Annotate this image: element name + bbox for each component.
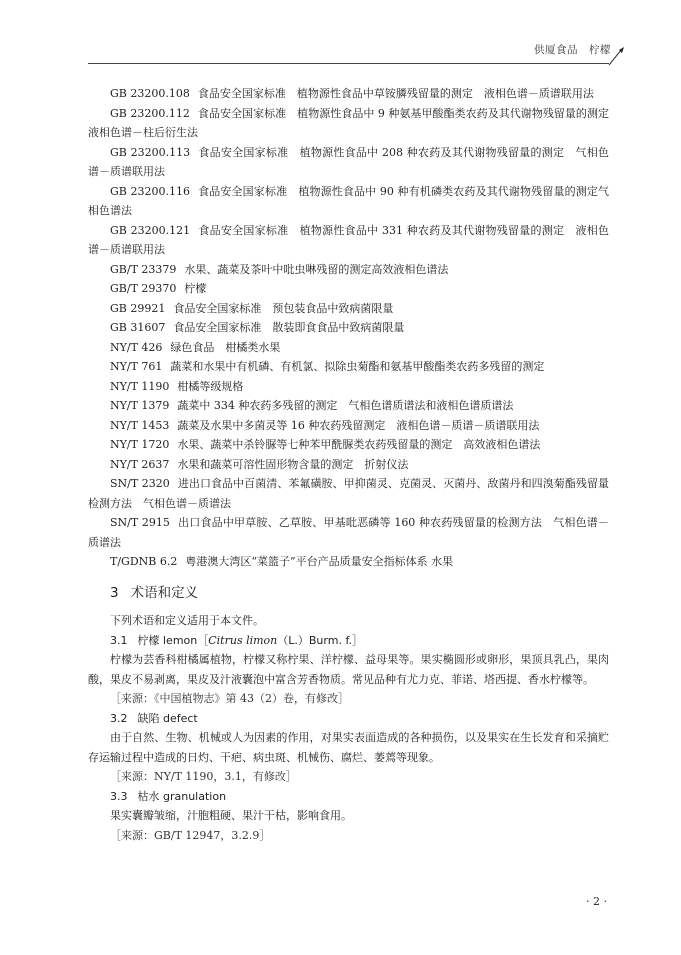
reference-code: T/GDNB 6.2 (110, 555, 178, 568)
reference-item (88, 260, 609, 280)
term-definition: 柠檬为芸香科柑橘属植物，柠檬又称柠果、洋柠檬、益母果等。果实椭圆形或卵形，果顶具乳凸，果肉酸，果皮不易剥离，果皮及汁液囊泡中富含芳香物质。常见品种有尤力克、菲诺、塔西提、香水柠檬等。 (88, 653, 609, 686)
reference-item (88, 513, 609, 552)
reference-item (88, 377, 609, 397)
reference-item (88, 338, 609, 358)
terms-list (88, 631, 609, 846)
term-source: ［来源：《中国植物志》第 43（2）卷，有修改］ (110, 692, 349, 705)
reference-code: NY/T 761 (110, 360, 163, 373)
reference-title: 蔬菜和水果中有机磷、有机氯、拟除虫菊酯和氨基甲酸酯类农药多残留的测定 (170, 360, 545, 373)
reference-item (88, 318, 609, 338)
section-heading (88, 584, 609, 604)
page-number: · 2 · (586, 895, 607, 908)
header-rule (88, 63, 609, 64)
reference-title: 食品安全国家标准 植物源性食品中草铵膦残留量的测定 液相色谱－质谱联用法 (197, 87, 594, 100)
reference-title: 水果、蔬菜及茶叶中吡虫啉残留的测定高效液相色谱法 (184, 262, 449, 276)
reference-title: 食品安全国家标准 预包装食品中致病菌限量 (173, 301, 394, 315)
term-heading (88, 709, 609, 729)
reference-item (88, 84, 609, 104)
term-heading (88, 787, 609, 807)
reference-code: GB 23200.108 (110, 87, 190, 100)
term-latin-name: Citrus limon (208, 633, 278, 647)
term-name: 枯水 granulation (137, 789, 227, 803)
term-name: 柠檬 lemon (137, 633, 198, 647)
reference-title: 蔬菜中 334 种农药多残留的测定 气相色谱质谱法和液相色谱质谱法 (177, 399, 514, 412)
reference-code: GB 29921 (110, 301, 166, 315)
reference-item (88, 357, 609, 377)
reference-item (88, 279, 609, 299)
term-number: 3.3 (110, 789, 128, 803)
term-latin-author: （L.）Burm. f.］ (277, 633, 364, 647)
reference-code: NY/T 1453 (110, 418, 170, 432)
section-intro: 下列术语和定义适用于本文件。 (110, 614, 264, 627)
reference-title: 柠檬 (184, 282, 207, 295)
reference-code: NY/T 1190 (110, 379, 170, 393)
term-source: ［来源：NY/T 1190，3.1，有修改］ (110, 770, 297, 783)
reference-item (88, 143, 609, 182)
reference-code: NY/T 2637 (110, 457, 170, 471)
reference-title: 柑橘等级规格 (177, 379, 244, 393)
reference-title: 出口食品中甲草胺、乙草胺、甲基吡恶磷等 160 种农药残留量的检测方法 气相色谱－质谱法 (88, 516, 609, 549)
reference-code: NY/T 1379 (110, 399, 170, 412)
reference-code: GB 23200.116 (110, 184, 190, 198)
reference-code: SN/T 2915 (110, 516, 170, 529)
reference-title: 绿色食品 柑橘类水果 (170, 340, 281, 354)
reference-code: NY/T 426 (110, 340, 163, 354)
reference-code: GB/T 23379 (110, 262, 177, 276)
reference-code: GB/T 29370 (110, 282, 177, 295)
reference-title: 蔬菜及水果中多菌灵等 16 种农药残留测定 液相色谱－质谱－质谱联用法 (177, 418, 540, 432)
reference-item (88, 552, 609, 572)
reference-code: GB 23200.113 (110, 145, 191, 159)
header-title: 供厦食品 柠檬 (534, 44, 611, 56)
reference-item (88, 455, 609, 475)
document-body (88, 84, 609, 845)
term-source: ［来源：GB/T 12947，3.2.9］ (110, 828, 271, 842)
reference-title: 进出口食品中百菌清、苯氟磺胺、甲抑菌灵、克菌灵、灭菌丹、敌菌丹和四溴菊酯残留量检测方法 气相色谱－质谱法 (88, 477, 610, 510)
reference-item (88, 396, 609, 416)
term-definition: 由于自然、生物、机械或人为因素的作用，对果实表面造成的各种损伤，以及果实在生长发育和采摘贮存运输过程中造成的日灼、干疤、病虫斑、机械伤、腐烂、萎蔫等现象。 (88, 731, 609, 764)
reference-title: 水果和蔬菜可溶性固形物含量的测定 折射仪法 (177, 457, 409, 471)
reference-item (88, 435, 609, 455)
reference-code: NY/T 1720 (110, 438, 170, 451)
reference-title: 食品安全国家标准 植物源性食品中 9 种氨基甲酸酯类农药及其代谢物残留量的测定液相色谱－柱后衍生法 (88, 106, 609, 139)
reference-item (88, 416, 609, 436)
reference-title: 食品安全国家标准 散装即食食品中致病菌限量 (173, 321, 405, 334)
reference-code: GB 23200.112 (110, 106, 190, 120)
term-number: 3.2 (110, 711, 128, 725)
reference-item (88, 182, 609, 221)
reference-title: 食品安全国家标准 植物源性食品中 331 种农药及其代谢物残留量的测定 液相色谱－质谱联用法 (88, 223, 609, 256)
term-number: 3.1 (110, 633, 128, 647)
reference-code: GB 23200.121 (110, 223, 191, 237)
reference-code: SN/T 2320 (110, 477, 170, 490)
reference-item (88, 299, 609, 319)
section-title: 术语和定义 (130, 584, 199, 601)
page-header (88, 32, 631, 62)
reference-item (88, 104, 609, 143)
reference-item (88, 221, 609, 260)
reference-title: 水果、蔬菜中杀铃脲等七种苯甲酰脲类农药残留量的测定 高效液相色谱法 (177, 438, 541, 451)
term-name: 缺陷 defect (137, 711, 198, 725)
reference-title: 粤港澳大湾区“菜篮子”平台产品质量安全指标体系 水果 (185, 555, 454, 568)
term-heading (88, 631, 609, 651)
section-number: 3 (110, 584, 119, 601)
reference-title: 食品安全国家标准 植物源性食品中 208 种农药及其代谢物残留量的测定 气相色谱－质谱联用法 (88, 145, 609, 178)
reference-code: GB 31607 (110, 321, 166, 334)
header-decoration-icon (607, 46, 625, 66)
term-latin-open: ［ (197, 633, 209, 647)
reference-item (88, 474, 609, 513)
reference-title: 食品安全国家标准 植物源性食品中 90 种有机磷类农药及其代谢物残留量的测定气相色谱法 (88, 184, 609, 217)
normative-references-list (88, 84, 609, 572)
term-definition: 果实囊瓣皱缩，汁胞粗硬、果汁干枯，影响食用。 (110, 809, 352, 822)
